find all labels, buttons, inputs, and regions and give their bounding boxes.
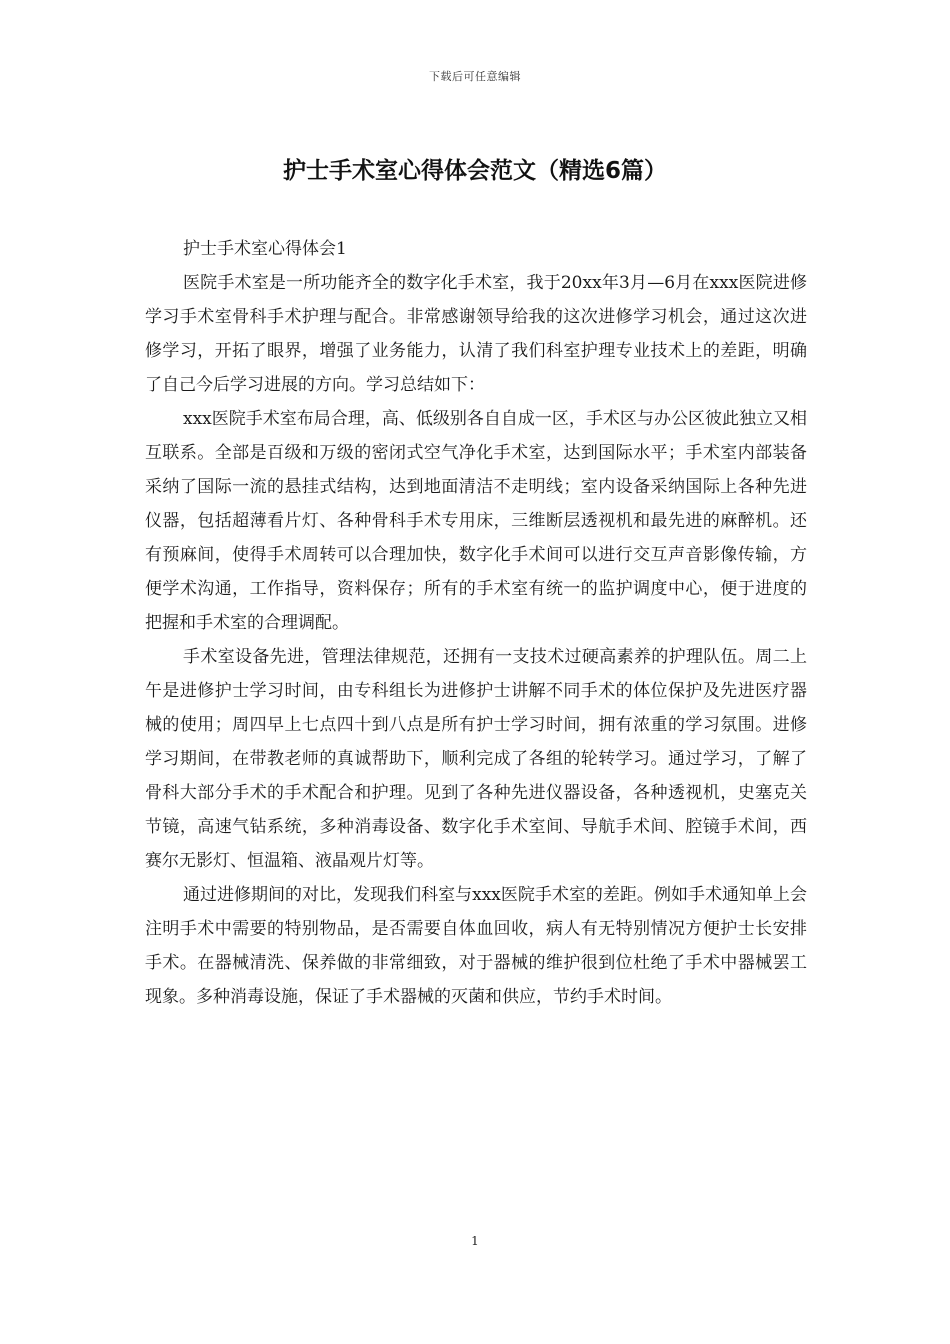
page-number: 1 [471,1234,479,1248]
document-body [145,232,807,1014]
section-heading: 护士手术室心得体会1 [183,239,347,259]
paragraph-1: 医院手术室是一所功能齐全的数字化手术室，我于20xx年3月—6月在xxx医院进修学习手术室骨科手术护理与配合。非常感谢领导给我的这次进修学习机会，通过这次进修学习，开拓了眼界，增强了业务能力，认清了我们科室护理专业技术上的差距，明确了自己今后学习进展的方向。学习总结如下： [145,273,807,395]
paragraph-4: 通过进修期间的对比，发现我们科室与xxx医院手术室的差距。例如手术通知单上会注明手术中需要的特别物品，是否需要自体血回收，病人有无特别情况方便护士长安排手术。在器械清洗、保养做的非常细致，对于器械的维护很到位杜绝了手术中器械罢工现象。多种消毒设施，保证了手术器械的灭菌和供应，节约手术时间。 [145,885,807,1007]
paragraph-2: xxx医院手术室布局合理，高、低级别各自自成一区，手术区与办公区彼此独立又相互联系。全部是百级和万级的密闭式空气净化手术室，达到国际水平；手术室内部装备采纳了国际一流的悬挂式结构，达到地面清洁不走明线；室内设备采纳国际上各种先进仪器，包括超薄看片灯、各种骨科手术专用床，三维断层透视机和最先进的麻醉机。还有预麻间，使得手术周转可以合理加快，数字化手术间可以进行交互声音影像传输，方便学术沟通，工作指导，资料保存；所有的手术室有统一的监护调度中心，便于进度的把握和手术室的合理调配。 [145,409,807,633]
paragraph-3: 手术室设备先进，管理法律规范，还拥有一支技术过硬高素养的护理队伍。周二上午是进修护士学习时间，由专科组长为进修护士讲解不同手术的体位保护及先进医疗器械的使用；周四早上七点四十到八点是所有护士学习时间，拥有浓重的学习氛围。进修学习期间，在带教老师的真诚帮助下，顺利完成了各组的轮转学习。通过学习，了解了骨科大部分手术的手术配合和护理。见到了各种先进仪器设备，各种透视机，史塞克关节镜，高速气钻系统，多种消毒设备、数字化手术室间、导航手术间、腔镜手术间，西赛尔无影灯、恒温箱、液晶观片灯等。 [145,647,807,871]
header-note: 下载后可任意编辑 [429,70,521,83]
document-title: 护士手术室心得体会范文（精选6篇） [282,158,667,184]
